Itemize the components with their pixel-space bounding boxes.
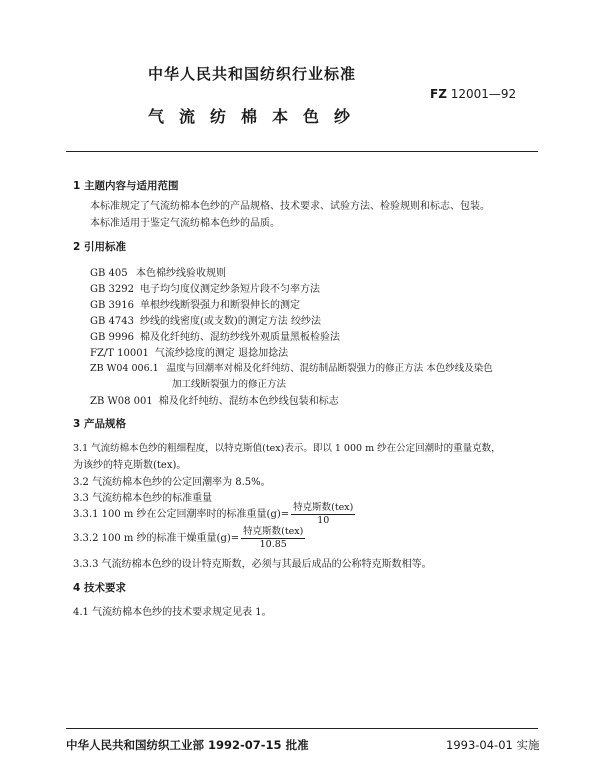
reference-code: ZB W04 006.1 — [90, 363, 159, 374]
reference-code: GB 3916 — [90, 300, 134, 311]
reference-title: 本色棉纱线验收规则 — [136, 268, 226, 279]
section-1-heading: 1 主题内容与适用范围 — [73, 180, 179, 192]
bottom-divider — [66, 728, 538, 729]
formula-fraction — [291, 502, 355, 527]
clause-3-1-line-2: 为该纱的特克斯数(tex)。 — [73, 460, 187, 471]
reference-title: 温度与回潮率对棉及化纤纯纺、混纺制品断裂强力的修正方法 本色纱线及染色 — [166, 363, 493, 374]
reference-title: 棉及化纤纯纺、混纺本色纱线包装和标志 — [158, 396, 339, 407]
standard-code — [430, 87, 516, 101]
formula-numerator: 特克斯数(tex) — [243, 526, 304, 537]
reference-title: 加工线断裂强力的修正方法 — [172, 379, 287, 390]
reference-item — [90, 296, 300, 311]
clause-4-1: 4.1 气流纺棉本色纱的技术要求规定见表 1。 — [73, 607, 272, 618]
section-4-heading: 4 技术要求 — [73, 582, 126, 594]
reference-item-continued — [172, 376, 286, 390]
formula-denominator: 10 — [317, 515, 330, 526]
clause-3-3-1-text: 3.3.1 100 m 纱在公定回潮率时的标准重量(g)= — [73, 509, 290, 520]
clause-3-3-1 — [73, 502, 355, 527]
approval-line: 中华人民共和国纺织工业部 1992-07-15 批准 — [66, 738, 309, 752]
code-prefix: FZ — [430, 87, 447, 101]
reference-title: 棉及化纤纯纺、混纺纱线外观质量黑板检验法 — [139, 332, 340, 343]
reference-item — [90, 264, 226, 279]
reference-title: 电子均匀度仪测定纱条短片段不匀率方法 — [139, 284, 320, 295]
reference-item — [90, 360, 493, 374]
code-number: 12001—92 — [450, 87, 517, 101]
reference-item — [90, 312, 321, 327]
reference-title: 单根纱线断裂强力和断裂伸长的测定 — [139, 300, 300, 311]
reference-item — [90, 344, 288, 359]
clause-3-3: 3.3 气流纺棉本色纱的标准重量 — [73, 493, 213, 504]
reference-code: ZB W08 001 — [90, 396, 153, 407]
reference-item — [90, 280, 320, 295]
formula-denominator: 10.85 — [259, 539, 287, 550]
reference-code: GB 9996 — [90, 332, 134, 343]
section-1-paragraph-1: 本标准规定了气流纺棉本色纱的产品规格、技术要求、试验方法、检验规则和标志、包装。 — [90, 201, 490, 212]
formula-numerator: 特克斯数(tex) — [293, 502, 354, 513]
clause-3-3-2-text: 3.3.2 100 m 纱的标准干燥重量(g)= — [73, 533, 240, 544]
reference-code: GB 405 — [90, 268, 128, 279]
top-divider — [66, 151, 538, 152]
section-1-paragraph-2: 本标准适用于鉴定气流纺棉本色纱的品质。 — [90, 218, 280, 229]
reference-title: 纱线的线密度(或支数)的测定方法 绞纱法 — [139, 316, 321, 327]
reference-code: GB 3292 — [90, 284, 134, 295]
document-title: 气流纺棉本色纱 — [148, 107, 366, 126]
section-2-heading: 2 引用标准 — [73, 241, 126, 253]
clause-3-3-2 — [73, 526, 305, 551]
issuer-heading: 中华人民共和国纺织行业标准 — [148, 65, 357, 83]
clause-3-2: 3.2 气流纺棉本色纱的公定回潮率为 8.5%。 — [73, 477, 271, 488]
clause-3-3-3: 3.3.3 气流纺棉本色纱的设计特克斯数，必须与其最后成品的公称特克斯数相等。 — [73, 559, 432, 570]
clause-3-1-line-1: 3.1 气流纺棉本色纱的粗细程度，以特克斯值(tex)表示。即以 1 000 m 纱在公定回潮时的重量克数， — [73, 443, 501, 454]
section-3-heading: 3 产品规格 — [73, 418, 126, 430]
formula-fraction — [241, 526, 305, 551]
reference-code: FZ/T 10001 — [90, 348, 149, 359]
reference-title: 气流纱捻度的测定 退捻加捻法 — [154, 348, 289, 359]
reference-item — [90, 328, 340, 343]
implementation-date: 1993-04-01 实施 — [446, 738, 540, 752]
reference-item — [90, 392, 339, 407]
reference-code: GB 4743 — [90, 316, 134, 327]
